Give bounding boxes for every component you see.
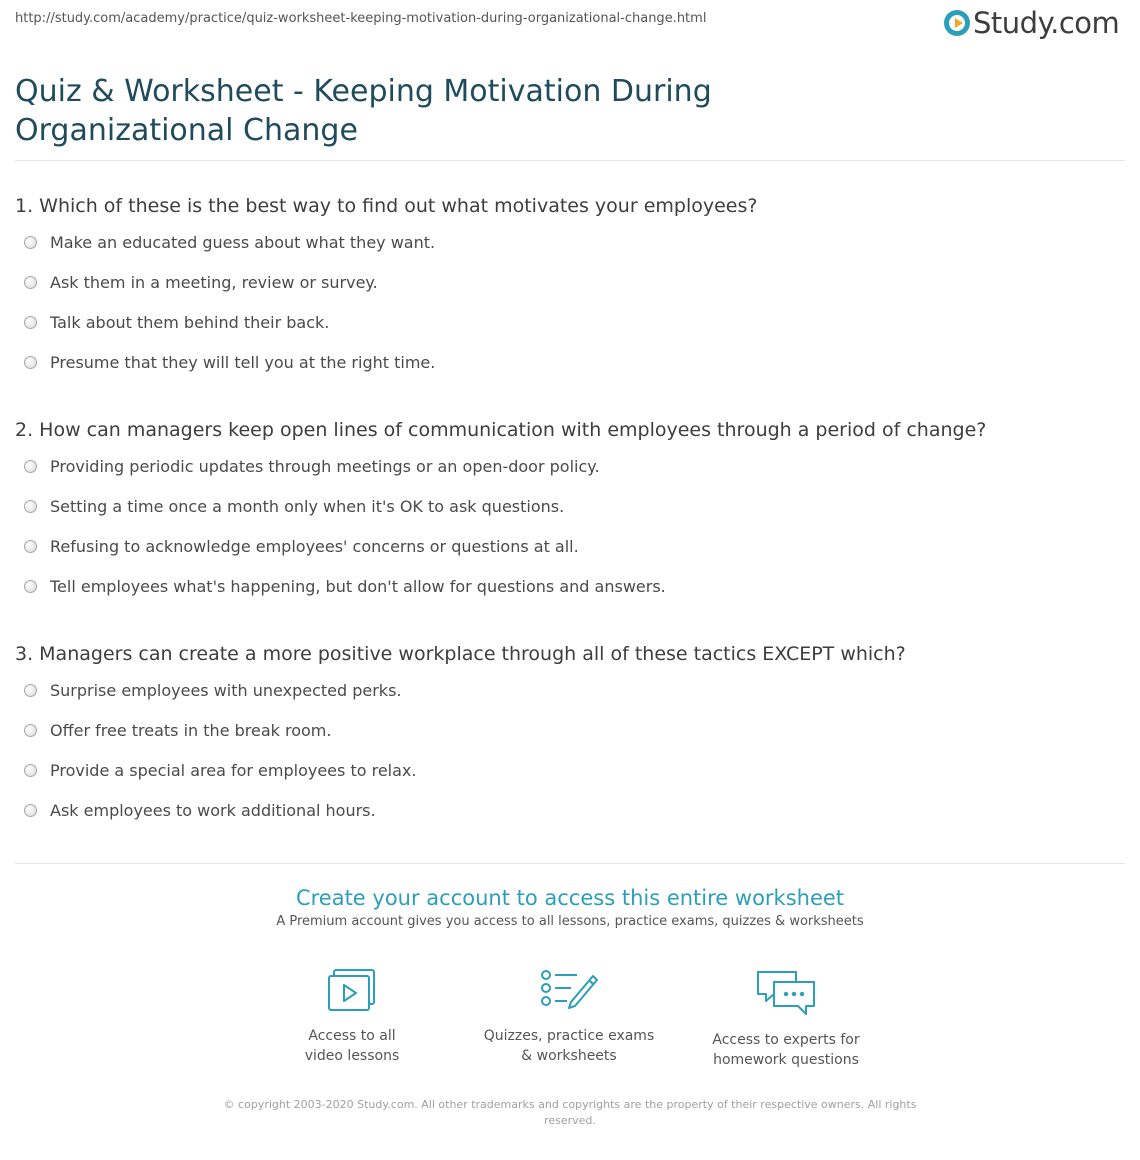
radio-button[interactable] [24,236,37,249]
feature-line2: homework questions [713,1052,859,1068]
answer-option[interactable] [15,446,1125,486]
answer-options [15,446,1125,606]
radio-button[interactable] [24,356,37,369]
radio-button[interactable] [24,804,37,817]
feature-quizzes [474,968,664,1066]
answer-label: Talk about them behind their back. [50,312,330,332]
page-title [15,72,915,150]
answer-option[interactable] [15,302,1125,342]
radio-button[interactable] [24,276,37,289]
feature-line1: Access to all [308,1028,396,1044]
answer-label: Ask them in a meeting, review or survey. [50,272,378,292]
page-title-line2: Organizational Change [15,113,358,148]
feature-experts [691,968,881,1070]
copyright-line2: reserved. [544,1114,596,1127]
question-text: 3. Managers can create a more positive workplace through all of these tactics EXCEPT which? [15,643,906,665]
radio-button[interactable] [24,316,37,329]
feature-line2: video lessons [304,1048,400,1064]
cta-headline-link[interactable]: Create your account to access this entire worksheet [295,886,845,910]
quiz-checklist-icon [539,968,599,1014]
logo-text: Study.com [973,6,1120,40]
account-cta [0,886,1140,929]
answer-label: Providing periodic updates through meetings or an open-door policy. [50,456,600,476]
title-divider [15,160,1125,161]
answer-option[interactable] [15,750,1125,790]
radio-button[interactable] [24,540,37,553]
radio-button[interactable] [24,764,37,777]
feature-video-lessons [257,968,447,1066]
question-1 [15,194,1125,382]
answer-options [15,222,1125,382]
answer-label: Surprise employees with unexpected perks. [50,680,402,700]
radio-button[interactable] [24,580,37,593]
copyright-line1: © copyright 2003-2020 Study.com. All other trademarks and copyrights are the property of their respective owners. All rights [223,1098,917,1111]
answer-options [15,670,1125,830]
answer-label: Tell employees what's happening, but don't allow for questions and answers. [50,576,666,596]
answer-option[interactable] [15,262,1125,302]
answer-option[interactable] [15,670,1125,710]
video-lessons-icon [326,968,378,1014]
answer-option[interactable] [15,710,1125,750]
page-url: http://study.com/academy/practice/quiz-worksheet-keeping-motivation-during-organizational-change.html [15,11,707,26]
answer-option[interactable] [15,790,1125,830]
answer-option[interactable] [15,342,1125,382]
answer-option[interactable] [15,486,1125,526]
question-text: 2. How can managers keep open lines of communication with employees through a period of change? [15,419,987,441]
radio-button[interactable] [24,724,37,737]
answer-option[interactable] [15,566,1125,606]
cta-subtext: A Premium account gives you access to all lessons, practice exams, quizzes & worksheets [276,914,864,929]
answer-option[interactable] [15,526,1125,566]
question-2 [15,418,1125,606]
answer-label: Offer free treats in the break room. [50,720,332,740]
question-3 [15,642,1125,830]
page-title-line1: Quiz & Worksheet - Keeping Motivation During [15,74,712,109]
feature-line1: Access to experts for [712,1032,860,1048]
feature-line2: & worksheets [521,1048,617,1064]
feature-line1: Quizzes, practice exams [483,1028,655,1044]
answer-label: Make an educated guess about what they want. [50,232,436,252]
radio-button[interactable] [24,500,37,513]
radio-button[interactable] [24,684,37,697]
radio-button[interactable] [24,460,37,473]
answer-label: Setting a time once a month only when it's OK to ask questions. [50,496,565,516]
answer-option[interactable] [15,222,1125,262]
study-logo[interactable] [944,6,1119,40]
question-text: 1. Which of these is the best way to find out what motivates your employees? [15,195,758,217]
answer-label: Presume that they will tell you at the right time. [50,352,436,372]
answer-label: Ask employees to work additional hours. [50,800,376,820]
answer-label: Provide a special area for employees to relax. [50,760,417,780]
copyright-footer [210,1097,930,1129]
chat-bubbles-icon [754,968,818,1018]
answer-label: Refusing to acknowledge employees' concerns or questions at all. [50,536,579,556]
questions-divider [15,863,1125,864]
study-logo-icon [944,10,970,36]
